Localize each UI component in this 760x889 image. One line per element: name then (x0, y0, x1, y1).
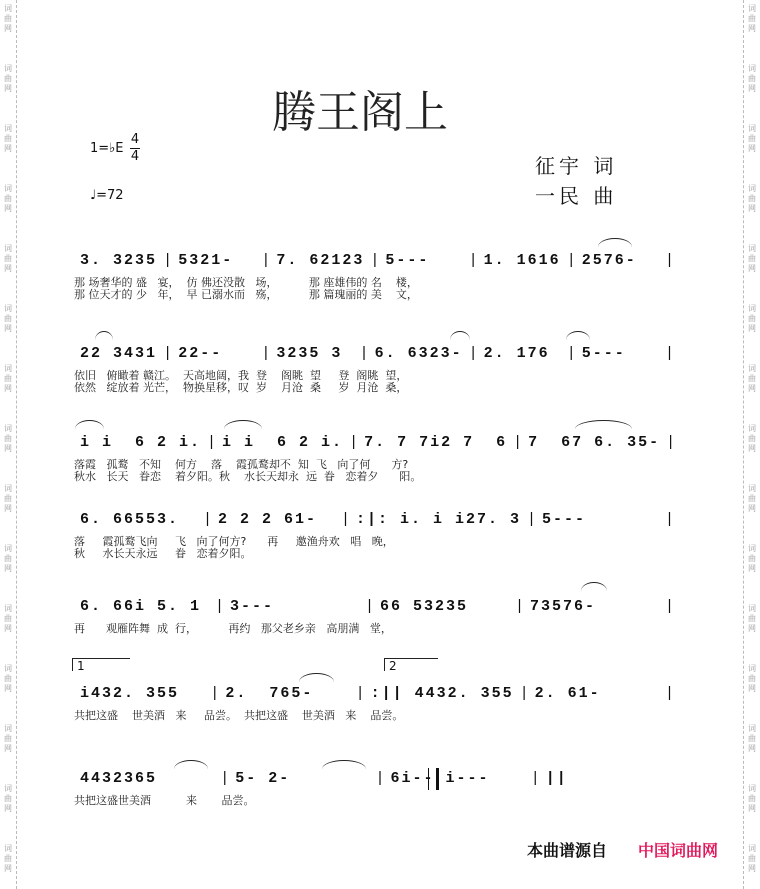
lyric-line: 那 场奢华的 盛 宴， 仿 佛还没散 场， 那 座雄伟的 名 楼， (74, 276, 418, 289)
watermark-char: 词 (4, 604, 12, 613)
barline: | (220, 769, 230, 787)
barline: | (527, 510, 537, 528)
watermark-char: 网 (4, 444, 12, 453)
watermark-char: 网 (4, 324, 12, 333)
watermark-char: 词 (748, 304, 756, 313)
watermark-char: 网 (4, 144, 12, 153)
measure: 6. 6323- (374, 344, 463, 362)
watermark-char: 词 (4, 544, 12, 553)
barline: | (364, 597, 374, 615)
watermark-char: 词 (748, 364, 756, 373)
watermark-char: 曲 (4, 854, 12, 863)
barline: | (514, 597, 524, 615)
measure: 22 3431 (80, 344, 158, 362)
lyric-line: 共把这盛世美酒 来 品尝。 (74, 794, 255, 807)
barline: | (664, 251, 674, 269)
watermark-char: 曲 (748, 314, 756, 323)
watermark-char: 曲 (4, 734, 12, 743)
notation-row (68, 683, 680, 703)
barline: | (207, 433, 217, 451)
measure: 6. 66i 5. 1 (80, 597, 202, 615)
watermark-char: 曲 (748, 254, 756, 263)
watermark-char: 词 (4, 304, 12, 313)
watermark-char: 网 (4, 504, 12, 513)
site-name: 中国词曲网 (638, 841, 719, 860)
watermark-char: 曲 (4, 614, 12, 623)
watermark-char: 词 (748, 184, 756, 193)
watermark-char: 网 (4, 264, 12, 273)
lyric-line: 再 观雁阵舞 成 行， 再约 那父老乡亲 高朋满 堂， (74, 622, 392, 635)
watermark-char: 词 (4, 424, 12, 433)
watermark-char: 网 (748, 24, 756, 33)
right-watermark-strip (743, 0, 760, 889)
song-title: 腾王阁上 (272, 87, 448, 138)
measure: 6. 66553. (80, 510, 180, 528)
slur-mark (174, 760, 208, 769)
measure: 5321- (178, 251, 234, 269)
watermark-char: 网 (748, 444, 756, 453)
watermark-char: 词 (748, 724, 756, 733)
lyric-line: 依旧 俯瞰着 赣江。 天高地阔，我 登 阁眺 望 登 阁眺 望， (74, 369, 408, 382)
watermark-char: 曲 (4, 14, 12, 23)
watermark-char: 网 (748, 804, 756, 813)
watermark-char: 词 (748, 4, 756, 13)
barline: | (664, 344, 674, 362)
slur-mark (575, 420, 632, 429)
watermark-char: 网 (4, 804, 12, 813)
watermark-char: 词 (4, 844, 12, 853)
notation-row (68, 509, 680, 529)
slur-mark (598, 238, 632, 247)
volta-ending: 2 (384, 658, 438, 671)
watermark-char: 词 (748, 424, 756, 433)
measure: 4432365 (80, 769, 158, 787)
measure: 2576- (581, 251, 637, 269)
watermark-char: 曲 (4, 794, 12, 803)
watermark-char: 词 (4, 124, 12, 133)
measure: i432. 355 (80, 684, 180, 702)
watermark-char: 网 (748, 564, 756, 573)
watermark-char: 曲 (4, 194, 12, 203)
watermark-char: 曲 (748, 794, 756, 803)
measure: 3235 3 (276, 344, 343, 362)
watermark-char: 词 (748, 664, 756, 673)
notation-row (68, 432, 680, 452)
watermark-char: 词 (748, 844, 756, 853)
time-sig-bottom: 4 (130, 149, 140, 164)
watermark-char: 曲 (4, 254, 12, 263)
watermark-char: 网 (748, 264, 756, 273)
watermark-char: 曲 (4, 434, 12, 443)
watermark-char: 曲 (748, 434, 756, 443)
watermark-char: 曲 (4, 314, 12, 323)
watermark-char: 词 (748, 64, 756, 73)
barline: | (664, 510, 674, 528)
source-label: 本曲谱源自 (527, 841, 608, 860)
watermark-char: 曲 (4, 374, 12, 383)
slur-mark (224, 420, 262, 429)
barline: | (355, 684, 365, 702)
watermark-char: 网 (4, 204, 12, 213)
barline: | (210, 684, 220, 702)
watermark-char: 曲 (748, 134, 756, 143)
watermark-char: 词 (4, 784, 12, 793)
watermark-char: 网 (748, 144, 756, 153)
barline: | (163, 251, 173, 269)
volta-ending: 1 (72, 658, 130, 671)
watermark-char: 网 (748, 384, 756, 393)
measure: 3. 3235 (80, 251, 158, 269)
barline: | (349, 433, 359, 451)
barline: | (664, 597, 674, 615)
watermark-char: 网 (748, 864, 756, 873)
watermark-char: 网 (4, 864, 12, 873)
lyric-line: 秋水 长天 眷恋 着夕阳。秋 水长天却永 远 眷 恋着夕 阳。 (74, 470, 422, 483)
measure: 2. 176 (483, 344, 550, 362)
watermark-char: 网 (748, 504, 756, 513)
watermark-char: 曲 (4, 74, 12, 83)
measure: 22-- (178, 344, 223, 362)
watermark-char: 网 (4, 744, 12, 753)
composer-credit: 一民 曲 (535, 184, 618, 208)
measure: :|: i. i i27. 3 (355, 510, 521, 528)
measure: 1. 1616 (483, 251, 561, 269)
barline: | (666, 433, 676, 451)
watermark-char: 曲 (4, 494, 12, 503)
measure: 2. 61- (534, 684, 601, 702)
watermark-char: 网 (748, 624, 756, 633)
notation-row (68, 768, 680, 788)
watermark-char: 词 (4, 64, 12, 73)
barline: | (163, 344, 173, 362)
watermark-char: 网 (748, 684, 756, 693)
watermark-char: 曲 (748, 14, 756, 23)
tempo-marking: ♩=72 (90, 188, 124, 203)
watermark-char: 网 (748, 744, 756, 753)
lyric-line: 秋 水长天永远 眷 恋着夕阳。 (74, 547, 252, 560)
measure: 3--- (230, 597, 275, 615)
key-signature: 1=♭E (90, 141, 124, 156)
measure: || (545, 769, 568, 787)
measure: 6i-- i--- (390, 769, 490, 787)
watermark-char: 词 (4, 364, 12, 373)
watermark-char: 曲 (748, 494, 756, 503)
barline: | (340, 510, 350, 528)
watermark-char: 曲 (4, 674, 12, 683)
watermark-char: 词 (4, 4, 12, 13)
watermark-char: 词 (748, 484, 756, 493)
watermark-char: 网 (4, 84, 12, 93)
measure: 7. 7 7i2 7 6 (364, 433, 508, 451)
slur-mark (566, 331, 590, 340)
barline: | (566, 251, 576, 269)
watermark-char: 网 (4, 624, 12, 633)
slur-mark (450, 331, 470, 340)
notation-row (68, 596, 680, 616)
watermark-char: 网 (748, 84, 756, 93)
lyricist-credit: 征宇 词 (535, 154, 618, 178)
lyric-line: 那 位天才的 少 年， 早 已溺水而 殇， 那 篇瑰丽的 美 文， (74, 288, 418, 301)
watermark-char: 词 (748, 124, 756, 133)
measure: 5--- (581, 344, 626, 362)
measure: 5- 2- (235, 769, 291, 787)
watermark-char: 网 (4, 384, 12, 393)
barline: | (566, 344, 576, 362)
barline: | (530, 769, 540, 787)
watermark-char: 网 (748, 204, 756, 213)
watermark-char: 词 (748, 244, 756, 253)
measure: 2 2 2 61- (217, 510, 317, 528)
watermark-char: 词 (4, 484, 12, 493)
time-signature (130, 133, 140, 164)
measure: :|| 4432. 355 (370, 684, 514, 702)
measure: 7. 62123 (276, 251, 365, 269)
slur-mark (75, 420, 104, 429)
lyric-line: 落霞 孤鹜 不知 何方 落 霞孤鹜却不 知 飞 向了何 方? (74, 458, 409, 471)
watermark-char: 曲 (748, 674, 756, 683)
watermark-char: 曲 (748, 614, 756, 623)
watermark-char: 词 (4, 244, 12, 253)
barline: | (519, 684, 529, 702)
measure: 66 53235 (380, 597, 469, 615)
barline: | (359, 344, 369, 362)
barline: | (468, 344, 478, 362)
barline: | (468, 251, 478, 269)
measure: 5--- (385, 251, 430, 269)
watermark-char: 曲 (748, 854, 756, 863)
watermark-char: 曲 (4, 554, 12, 563)
notation-row (68, 343, 680, 363)
measure: 73576- (530, 597, 597, 615)
lyric-line: 共把这盛 世美酒 来 品尝。 共把这盛 世美酒 来 品尝。 (74, 709, 404, 722)
watermark-char: 曲 (748, 734, 756, 743)
watermark-char: 网 (4, 564, 12, 573)
watermark-char: 网 (4, 684, 12, 693)
watermark-char: 词 (4, 664, 12, 673)
slur-mark (299, 673, 334, 682)
watermark-char: 词 (748, 604, 756, 613)
slur-mark (95, 331, 113, 340)
watermark-char: 曲 (748, 74, 756, 83)
measure: 5--- (542, 510, 587, 528)
slur-mark (581, 582, 607, 591)
measure: i i 6 2 i. (222, 433, 344, 451)
slur-mark (322, 760, 366, 769)
measure: 2. 765- (225, 684, 314, 702)
barline: | (370, 251, 380, 269)
measure: i i 6 2 i. (80, 433, 202, 451)
barline: | (375, 769, 385, 787)
time-sig-top: 4 (130, 132, 140, 147)
watermark-char: 词 (4, 184, 12, 193)
lyric-line: 依然 绽放着 光芒， 物换星移，叹 岁 月沧 桑 岁 月沧 桑， (74, 381, 408, 394)
watermark-char: 词 (4, 724, 12, 733)
watermark-char: 网 (748, 324, 756, 333)
watermark-char: 曲 (748, 374, 756, 383)
barline: | (214, 597, 224, 615)
notation-row (68, 250, 680, 270)
watermark-char: 曲 (748, 194, 756, 203)
watermark-char: 词 (748, 544, 756, 553)
barline: | (513, 433, 523, 451)
watermark-char: 曲 (4, 134, 12, 143)
watermark-char: 网 (4, 24, 12, 33)
barline: | (261, 251, 271, 269)
lyric-line: 落 霞孤鹜飞向 飞 向了何方? 再 邀渔舟欢 唱 晚， (74, 535, 394, 548)
final-barline (428, 768, 439, 790)
barline: | (202, 510, 212, 528)
watermark-char: 词 (748, 784, 756, 793)
barline: | (664, 684, 674, 702)
measure: 7 67 6. 35- (528, 433, 661, 451)
watermark-char: 曲 (748, 554, 756, 563)
barline: | (261, 344, 271, 362)
